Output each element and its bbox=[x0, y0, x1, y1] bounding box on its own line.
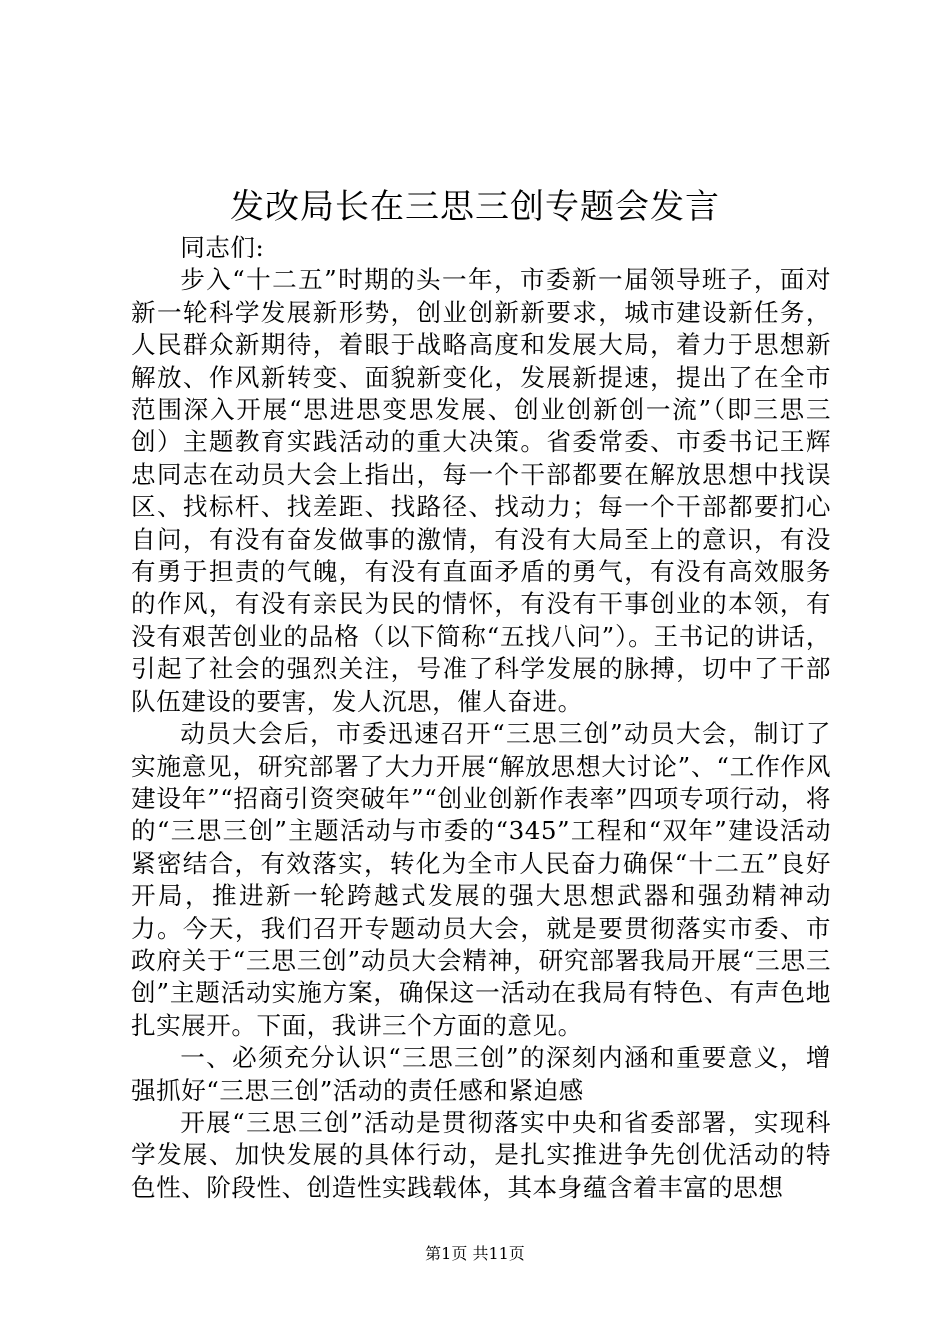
salutation-paragraph: 同志们: bbox=[180, 233, 265, 262]
page-number-footer: 第1页 共11页 bbox=[425, 1244, 525, 1263]
body-paragraph: 步入“十二五”时期的头一年，市委新一届领导班子，面对新一轮科学发展新形势，创业创新新要求，城市建设新任务，人民群众新期待，着眼于战略高度和发展大局，着力于思想新解放、作风新转变、面貌新变化，发展新提速，提出了在全市范围深入开展“思进思变思发展、创业创新创一流”（即三思三创）主题教育实践活动的重大决策。省委常委、市委书记王辉忠同志在动员大会上指出，每一个干部都要在解放思想中找误区、找标杆、找差距、找路径、找动力；每一个干部都要扪心自问，有没有奋发做事的激情，有没有大局至上的意识，有没有勇于担责的气魄，有没有直面矛盾的勇气，有没有高效服务的作风，有没有亲民为民的情怀，有没有干事创业的本领，有没有艰苦创业的品格（以下简称“五找八问”）。王书记的讲话，引起了社会的强烈关注，号准了科学发展的脉搏，切中了干部队伍建设的要害，发人沉思，催人奋进。 bbox=[131, 265, 831, 716]
section-heading: 一、必须充分认识“三思三创”的深刻内涵和重要意义，增强抓好“三思三创”活动的责任感和紧迫感 bbox=[131, 1043, 831, 1105]
document-title: 发改局长在三思三创专题会发言 bbox=[230, 187, 720, 227]
body-paragraph: 动员大会后，市委迅速召开“三思三创”动员大会，制订了实施意见，研究部署了大力开展“解放思想大讨论”、“工作作风建设年”“招商引资突破年”“创业创新作表率”四项专项行动，将的“三思三创”主题活动与市委的“345”工程和“双年”建设活动紧密结合，有效落实，转化为全市人民奋力确保“十二五”良好开局，推进新一轮跨越式发展的强大思想武器和强劲精神动力。今天，我们召开专题动员大会，就是要贯彻落实市委、市政府关于“三思三创”动员大会精神，研究部署我局开展“三思三创”主题活动实施方案，确保这一活动在我局有特色、有声色地扎实展开。下面，我讲三个方面的意见。 bbox=[131, 719, 831, 1040]
body-paragraph: 开展“三思三创”活动是贯彻落实中央和省委部署，实现科学发展、加快发展的具体行动，是扎实推进争先创优活动的特色性、阶段性、创造性实践载体，其本身蕴含着丰富的思想 bbox=[131, 1107, 831, 1202]
document-body bbox=[131, 232, 831, 1204]
